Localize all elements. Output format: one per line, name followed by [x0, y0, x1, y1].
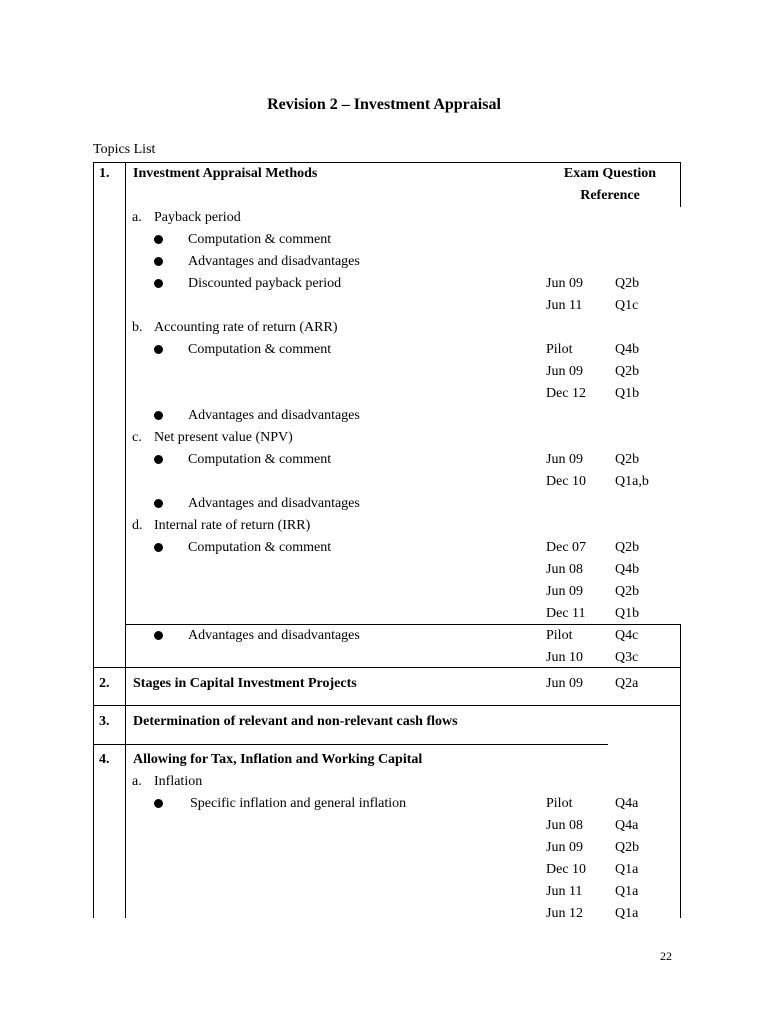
exam-session: Jun 09 [546, 840, 583, 855]
exam-question: Q2b [615, 840, 640, 855]
subsection-title: Internal rate of return (IRR) [154, 518, 311, 533]
topics-list-label: Topics List [93, 142, 156, 157]
table-top-border [93, 162, 680, 163]
bullet-icon [154, 455, 163, 464]
exam-question: Q1c [615, 298, 639, 313]
exam-session: Jun 08 [546, 562, 583, 577]
exam-question: Q4c [615, 628, 639, 643]
topic-item: Computation & comment [188, 452, 332, 467]
section-number: 3. [99, 714, 110, 729]
exam-question: Q1b [615, 606, 640, 621]
exam-session: Jun 09 [546, 676, 583, 691]
exam-session: Jun 09 [546, 364, 583, 379]
exam-question: Q4a [615, 818, 639, 833]
section-title: Determination of relevant and non-relevant cash flows [133, 714, 458, 729]
exam-question: Q2b [615, 584, 640, 599]
bullet-icon [154, 257, 163, 266]
exam-session: Jun 08 [546, 818, 583, 833]
table-right-border-top [680, 162, 681, 207]
subsection-label: d. [132, 518, 143, 533]
section-2-divider [93, 667, 680, 668]
topic-item: Computation & comment [188, 342, 332, 357]
exam-session: Jun 09 [546, 584, 583, 599]
exam-session: Pilot [546, 628, 573, 643]
topic-item: Advantages and disadvantages [188, 408, 360, 423]
exam-question: Q1a [615, 862, 639, 877]
subsection-label: a. [132, 210, 142, 225]
exam-session: Jun 10 [546, 650, 583, 665]
exam-question: Q2b [615, 452, 640, 467]
exam-session: Pilot [546, 342, 573, 357]
number-column-divider [125, 162, 126, 918]
subsection-title: Payback period [154, 210, 241, 225]
section-title: Investment Appraisal Methods [133, 166, 318, 181]
subsection-label: a. [132, 774, 142, 789]
exam-question: Q1a [615, 884, 639, 899]
exam-question: Q3c [615, 650, 639, 665]
exam-question: Q1a,b [615, 474, 649, 489]
table-right-border-bottom [680, 624, 681, 918]
exam-session: Jun 12 [546, 906, 583, 921]
exam-question: Q1a [615, 906, 639, 921]
topic-item: Advantages and disadvantages [188, 628, 360, 643]
section-title: Stages in Capital Investment Projects [133, 676, 357, 691]
exam-question: Q2b [615, 364, 640, 379]
section-title: Allowing for Tax, Inflation and Working Capital [133, 752, 423, 767]
bullet-icon [154, 411, 163, 420]
exam-session: Dec 10 [546, 474, 587, 489]
exam-session: Jun 11 [546, 298, 583, 313]
section-number: 1. [99, 166, 110, 181]
exam-session: Jun 11 [546, 884, 583, 899]
exam-session: Dec 07 [546, 540, 587, 555]
exam-question: Q2b [615, 276, 640, 291]
section-number: 4. [99, 752, 110, 767]
bullet-icon [154, 279, 163, 288]
bullet-icon [154, 345, 163, 354]
subsection-label: c. [132, 430, 142, 445]
table-left-border [93, 162, 94, 918]
exam-question: Q4b [615, 562, 640, 577]
inner-row-divider [125, 624, 680, 625]
exam-question: Q2a [615, 676, 639, 691]
topic-item: Advantages and disadvantages [188, 254, 360, 269]
bullet-icon [154, 235, 163, 244]
exam-session: Dec 11 [546, 606, 586, 621]
subsection-title: Inflation [154, 774, 203, 789]
page-title: Revision 2 – Investment Appraisal [267, 96, 501, 113]
bullet-icon [154, 631, 163, 640]
exam-session: Jun 09 [546, 452, 583, 467]
topic-item: Advantages and disadvantages [188, 496, 360, 511]
bullet-icon [154, 799, 163, 808]
exam-question: Q2b [615, 540, 640, 555]
section-number: 2. [99, 676, 110, 691]
subsection-label: b. [132, 320, 143, 335]
subsection-title: Net present value (NPV) [154, 430, 293, 445]
section-4-divider [93, 744, 608, 745]
bullet-icon [154, 499, 163, 508]
exam-question: Q4a [615, 796, 639, 811]
reference-header: Reference [580, 188, 640, 203]
topic-item: Specific inflation and general inflation [190, 796, 407, 811]
bullet-icon [154, 543, 163, 552]
exam-question: Q4b [615, 342, 640, 357]
topic-item: Computation & comment [188, 540, 332, 555]
topic-item: Discounted payback period [188, 276, 342, 291]
exam-question-header: Exam Question [563, 166, 657, 181]
exam-session: Pilot [546, 796, 573, 811]
page-number: 22 [660, 949, 672, 963]
exam-session: Jun 09 [546, 276, 583, 291]
exam-question: Q1b [615, 386, 640, 401]
exam-session: Dec 12 [546, 386, 587, 401]
subsection-title: Accounting rate of return (ARR) [154, 320, 338, 335]
topic-item: Computation & comment [188, 232, 332, 247]
section-3-divider [93, 705, 680, 706]
exam-session: Dec 10 [546, 862, 587, 877]
